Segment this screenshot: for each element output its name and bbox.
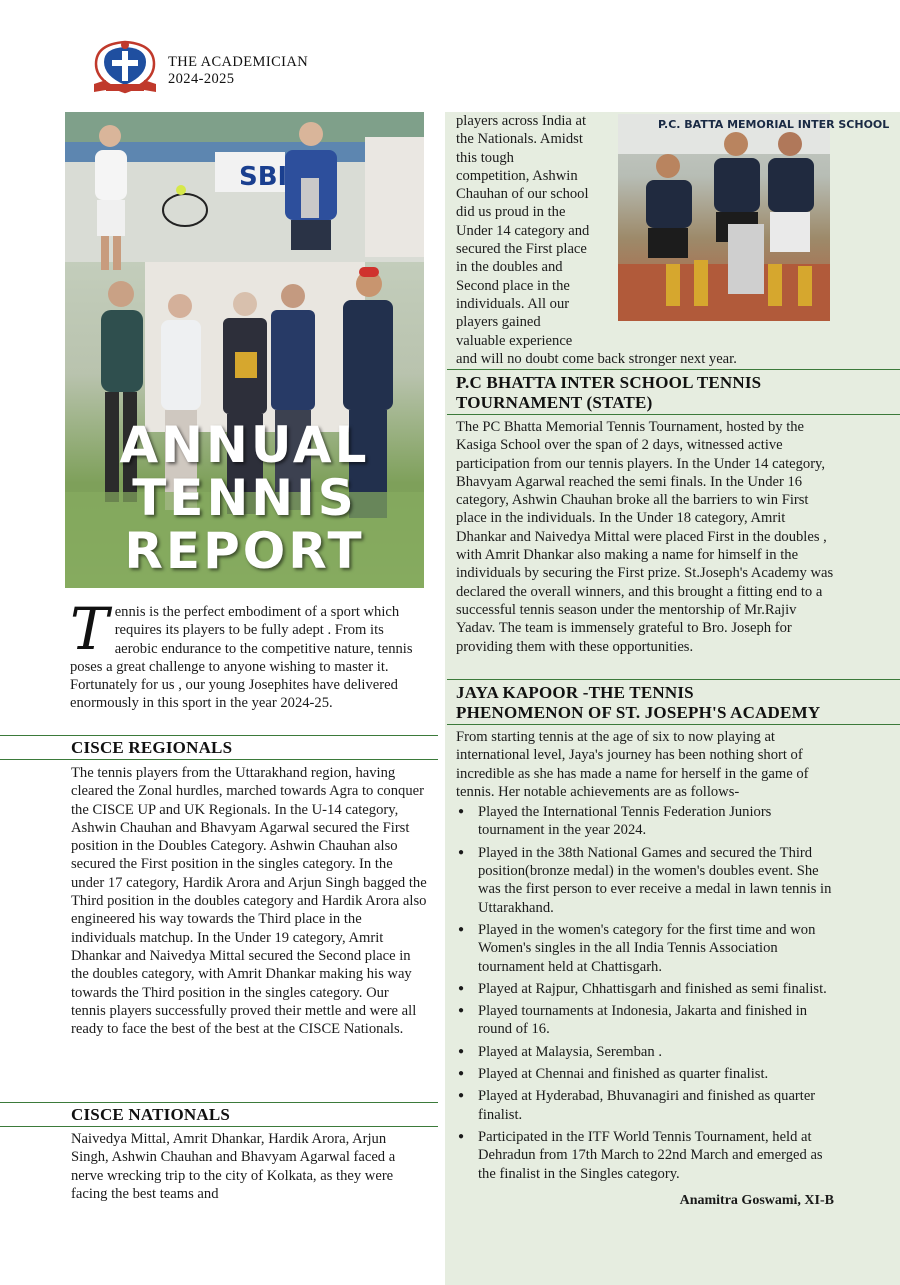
list-item: ● Played at Hyderabad, Bhuvanagiri and finished as quarter finalist.: [456, 1087, 838, 1124]
section-rule: [447, 724, 900, 725]
text-line: Under 14 category and: [456, 222, 590, 239]
section-rule: [0, 735, 438, 736]
section-rule: [0, 1126, 438, 1127]
hero-title-line2: TENNIS: [132, 469, 357, 527]
team-photo-illustration: [618, 114, 830, 321]
text-line: Chauhan of our school: [456, 186, 589, 203]
section-rule: [447, 679, 900, 680]
list-item: ● Played at Malaysia, Seremban .: [456, 1043, 838, 1061]
cisce-regionals-body: The tennis players from the Uttarakhand region, having cleared the Zonal hurdles, marched towards Agra to conquer the CISCE UP and UK Regionals. In the U-14 category, Ashwin Chauhan and Bhavyam Agarwal secured the First position in the Doubles Category. Ashwin Chauhan also secured the First position in the singles category. In the under 17 category, Hardik Arora and Arjun Singh bagged the Third position in the doubles category and Hardik Arora also engineered his way towards the Third place in the individuals matchup. In the Under 19 category, Amrit Dhankar and Naivedya Mittal secured the Second place in the doubles category, with Amrit Dhankar making his way towards the Third position in the singles category. Our tennis players successfully proved their mettle and were all ready to face the best of the best at the CISCE Nationals.: [71, 765, 427, 1038]
cisce-nationals-body-end: and will no doubt come back stronger next year.: [456, 351, 737, 367]
hero-title-line1: ANNUAL: [119, 416, 370, 474]
section-rule: [447, 369, 900, 370]
list-item: ● Played at Chennai and finished as quarter finalist.: [456, 1065, 838, 1083]
cisce-regionals-title: CISCE REGIONALS: [71, 738, 233, 757]
school-crest-icon: [92, 38, 158, 96]
jaya-title: [456, 683, 820, 723]
text-line: players across India at: [456, 113, 587, 129]
jaya-section-body: [456, 728, 838, 1187]
intro-paragraph: [70, 595, 425, 713]
publication-title: THE ACADEMICIAN: [168, 54, 309, 70]
pc-bhatta-body: The PC Bhatta Memorial Tennis Tournament, hosted by the Kasiga School over the span of 2 days, witnessed active participation from our tennis players. In the Under 14 category, Bhavyam Agarwal reached the semi finals. In the Under 16 category, Ashwin Chauhan broke all the barriers to win First place in the individuals. In the Under 18 category, Amrit Dhankar and Naivedya Mittal were placed First in the doubles , with Amrit Dhankar also making a name for himself in the individuals by securing the First prize. St.Joseph's Academy was declared the overall winners, and this brought a fitting end to a successful tennis season under the mentorship of Mr.Rajiv Yadav. The team is immensely grateful to Bro. Joseph for providing them with these opportunities.: [456, 419, 834, 655]
pc-bhatta-title: [456, 373, 761, 413]
text-line: this tough: [456, 149, 514, 166]
section-rule: [0, 1102, 438, 1103]
text-line: the Nationals. Amidst: [456, 131, 583, 148]
section-rule: [0, 759, 438, 760]
hero-title-line3: REPORT: [124, 522, 365, 580]
text-line: in the doubles and: [456, 259, 563, 276]
section-rule: [447, 414, 900, 415]
text-line: did us proud in the: [456, 204, 566, 221]
text-line: players gained: [456, 314, 541, 331]
text-line: valuable experience: [456, 332, 573, 349]
list-item: ● Played in the women's category for the first time and won Women's singles in the all India Tennis Association tournament held at Chattisgarh.: [456, 921, 838, 976]
dropcap-letter: T: [70, 595, 109, 663]
text-line: competition, Ashwin: [456, 167, 578, 184]
jaya-title-line1: JAYA KAPOOR -THE TENNIS: [456, 683, 694, 702]
list-item: ● Played the International Tennis Federation Juniors tournament in the year 2024.: [456, 803, 838, 840]
hero-photo-collage: [65, 112, 424, 588]
list-item: ● Played at Rajpur, Chhattisgarh and finished as semi finalist.: [456, 980, 838, 998]
pc-bhatta-title-line1: P.C BHATTA INTER SCHOOL TENNIS: [456, 373, 762, 392]
achievements-list: [456, 803, 838, 1183]
sbi-banner: SBI: [239, 162, 288, 192]
cisce-nationals-body-left: Naivedya Mittal, Amrit Dhankar, Hardik Arora, Arjun Singh, Ashwin Chauhan and Bhavyam Agarwal faced a nerve wrecking trip to the city of Kolkata, as they were facing the best teams and: [71, 1131, 396, 1202]
text-line: Second place in the: [456, 277, 570, 294]
jaya-intro: From starting tennis at the age of six to now playing at international level, Jaya's journey has been nothing short of incredible as she has made a name for herself in the game of tennis. Her notable achievements are as follows-: [456, 729, 809, 800]
text-line: secured the First place: [456, 241, 587, 258]
list-item: ● Participated in the ITF World Tennis Tournament, held at Dehradun from 17th March to 22nd March and emerged as the finalist in the Singles category.: [456, 1128, 838, 1183]
author-credit: Anamitra Goswami, XI-B: [679, 1193, 834, 1208]
publication-header: [168, 54, 308, 88]
intro-text: ennis is the perfect embodiment of a sport which requires its players to be fully adept . From its aerobic endurance to the competitive nature, tennis poses a great challenge to anyone wishing to master it. Fortunately for us , our young Josephites have delivered enormously in this sport in the year 2024-25.: [70, 604, 413, 712]
list-item: ● Played tournaments at Indonesia, Jakarta and finished in round of 16.: [456, 1002, 838, 1039]
cisce-nationals-title: CISCE NATIONALS: [71, 1105, 231, 1124]
team-trophy-photo: [618, 114, 890, 321]
cisce-nationals-body-right: [456, 112, 616, 350]
list-item: ● Played in the 38th National Games and secured the Third position(bronze medal) in the women's doubles event. She was the first person to ever receive a medal in lawn tennis in Uttarakhand.: [456, 844, 838, 917]
jaya-title-line2: PHENOMENON OF ST. JOSEPH'S ACADEMY: [456, 703, 821, 722]
text-line: individuals. All our: [456, 295, 570, 312]
publication-year: 2024-2025: [168, 71, 235, 87]
pc-bhatta-title-line2: TOURNAMENT (STATE): [456, 393, 653, 412]
photo-banner-text: P.C. BATTA MEMORIAL INTER SCHOOL: [658, 118, 890, 131]
